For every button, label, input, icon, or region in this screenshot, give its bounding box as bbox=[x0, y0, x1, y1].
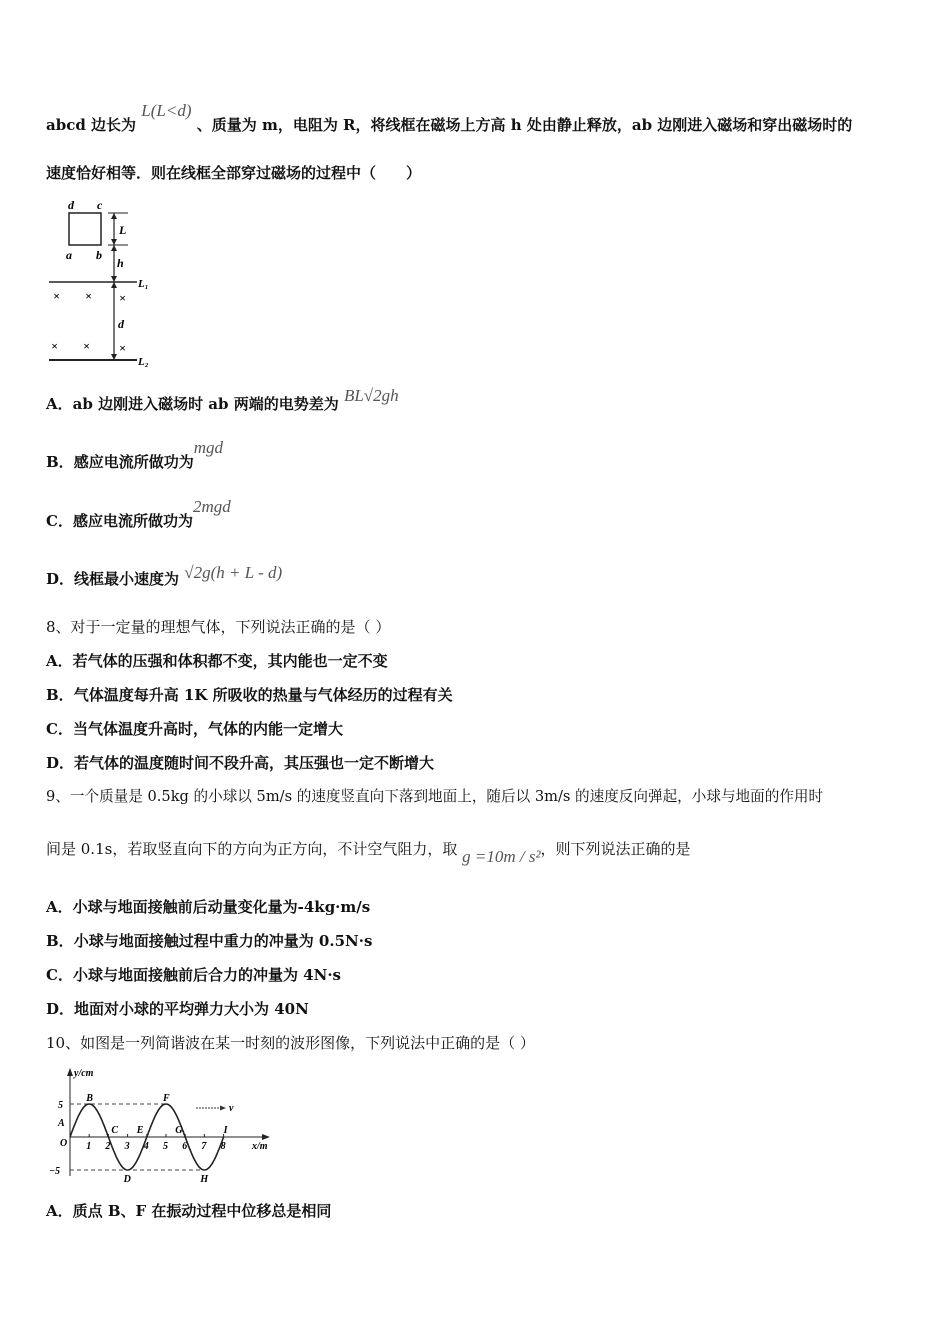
option-label: A． bbox=[46, 395, 73, 413]
y-tick: 5 bbox=[58, 1100, 63, 1111]
option-text: ab 边刚进入磁场时 ab 两端的电势差为 bbox=[72, 395, 339, 413]
option-label: C． bbox=[46, 720, 73, 738]
q7-stem-line1 bbox=[46, 101, 853, 135]
q7-option-a bbox=[46, 386, 399, 414]
option-text: 当气体温度升高时，气体的内能一定增大 bbox=[72, 720, 343, 738]
y-tick: −5 bbox=[49, 1166, 61, 1177]
q10-stem: 10、如图是一列简谐波在某一时刻的波形图像，下列说法中正确的是（ ） bbox=[46, 1034, 535, 1052]
wave-point-G: G bbox=[175, 1125, 183, 1136]
q10-option-a bbox=[46, 1201, 331, 1221]
option-math: mgd bbox=[193, 438, 223, 457]
q10-wave-graph bbox=[46, 1064, 276, 1184]
wave-point-B: B bbox=[86, 1093, 93, 1104]
origin-label: O bbox=[60, 1138, 68, 1149]
q9-text: ，则下列说法正确的是 bbox=[540, 840, 691, 858]
x-tick-label: 2 bbox=[105, 1141, 111, 1152]
q9-text: 间是 0.1s，若取竖直向下的方向为正方向，不计空气阻力，取 bbox=[46, 840, 458, 858]
wave-point-E: E bbox=[136, 1125, 144, 1136]
label-a: a bbox=[66, 248, 72, 262]
q7-option-c bbox=[46, 497, 231, 531]
q7-text: abcd 边长为 bbox=[46, 116, 137, 134]
label-c: c bbox=[97, 198, 103, 212]
option-text: 若气体的温度随时间不段升高，其压强也一定不断增大 bbox=[74, 754, 435, 772]
option-label: C． bbox=[46, 966, 73, 984]
option-text: 小球与地面接触前后动量变化量为-4kg·m/s bbox=[72, 898, 371, 916]
x-tick-label: 5 bbox=[163, 1141, 168, 1152]
option-text: 气体温度每升高 1K 所吸收的热量与气体经历的过程有关 bbox=[73, 686, 453, 704]
q7-text: 、质量为 m，电阻为 R，将线框在磁场上方高 h 处由静止释放，ab 边刚进入磁场和穿出磁场时的 bbox=[196, 116, 853, 134]
option-text: 线框最小速度为 bbox=[74, 570, 180, 588]
x-tick-label: 7 bbox=[201, 1141, 207, 1152]
velocity-label: v bbox=[229, 1103, 234, 1114]
option-math: √2g(h + L - d) bbox=[184, 563, 283, 582]
q9-option-a bbox=[46, 897, 370, 917]
q7-math-side-length: L(L<d) bbox=[141, 101, 192, 120]
wave-point-A: A bbox=[58, 1118, 65, 1129]
field-cross-icon: × bbox=[51, 339, 58, 353]
q8-option-b bbox=[46, 685, 453, 705]
option-label: B． bbox=[46, 686, 74, 704]
label-field-d: d bbox=[118, 317, 124, 331]
wave-point-I: I bbox=[223, 1125, 228, 1136]
label-L: L bbox=[119, 223, 127, 237]
option-text: 质点 B、F 在振动过程中位移总是相同 bbox=[72, 1202, 332, 1220]
option-label: B． bbox=[46, 932, 74, 950]
x-tick-label: 4 bbox=[143, 1141, 149, 1152]
option-text: 感应电流所做功为 bbox=[72, 512, 193, 530]
option-label: A． bbox=[46, 652, 73, 670]
wave-point-H: H bbox=[200, 1174, 209, 1184]
wave-point-F: F bbox=[163, 1093, 170, 1104]
option-text: 感应电流所做功为 bbox=[73, 453, 194, 471]
q9-math-gravity: g =10m / s² bbox=[462, 847, 541, 866]
option-label: B． bbox=[46, 453, 74, 471]
option-text: 小球与地面接触前后合力的冲量为 4N·s bbox=[72, 966, 341, 984]
field-cross-icon: × bbox=[83, 339, 90, 353]
x-tick-label: 3 bbox=[124, 1141, 130, 1152]
option-label: D． bbox=[46, 570, 75, 588]
q8-stem: 8、对于一定量的理想气体，下列说法正确的是（ ） bbox=[46, 618, 391, 636]
q7-figure-magnetic-field bbox=[44, 195, 164, 370]
q9-stem-line2 bbox=[46, 839, 691, 866]
option-math: 2mgd bbox=[192, 497, 231, 516]
q9-stem-line1: 9、一个质量是 0.5kg 的小球以 5m/s 的速度竖直向下落到地面上，随后以 3m/s 的速度反向弹起，小球与地面的作用时 bbox=[46, 788, 824, 805]
option-text: 若气体的压强和体积都不变，其内能也一定不变 bbox=[72, 652, 388, 670]
option-label: D． bbox=[46, 754, 75, 772]
option-text: 地面对小球的平均弹力大小为 40N bbox=[74, 1000, 309, 1018]
q8-option-a bbox=[46, 651, 388, 671]
y-axis-label: y/cm bbox=[74, 1068, 94, 1079]
q7-option-d bbox=[46, 563, 283, 589]
option-label: C． bbox=[46, 512, 73, 530]
field-cross-icon: × bbox=[119, 291, 126, 305]
option-label: D． bbox=[46, 1000, 75, 1018]
q7-option-b bbox=[46, 438, 223, 472]
x-tick-label: 8 bbox=[220, 1141, 226, 1152]
label-b: b bbox=[96, 248, 102, 262]
label-h: h bbox=[117, 256, 124, 270]
field-cross-icon: × bbox=[85, 289, 92, 303]
q7-stem-line2: 速度恰好相等．则在线框全部穿过磁场的过程中（ ） bbox=[46, 164, 422, 182]
q9-option-c bbox=[46, 965, 341, 985]
wave-point-D: D bbox=[123, 1174, 131, 1184]
q8-option-d bbox=[46, 753, 434, 773]
option-math: BL√2gh bbox=[343, 386, 399, 405]
q9-option-d bbox=[46, 999, 309, 1019]
q8-option-c bbox=[46, 719, 343, 739]
wave-point-C: C bbox=[111, 1125, 119, 1136]
label-d: d bbox=[68, 198, 74, 212]
label-L2: L₂ bbox=[138, 356, 149, 368]
q9-option-b bbox=[46, 931, 372, 951]
option-text: 小球与地面接触过程中重力的冲量为 0.5N·s bbox=[73, 932, 373, 950]
field-cross-icon: × bbox=[119, 341, 126, 355]
x-tick-label: 6 bbox=[182, 1141, 188, 1152]
label-L1: L₁ bbox=[138, 278, 149, 290]
field-cross-icon: × bbox=[53, 289, 60, 303]
option-label: A． bbox=[46, 898, 73, 916]
x-axis-label: x/m bbox=[252, 1141, 268, 1152]
option-label: A． bbox=[46, 1202, 73, 1220]
x-tick-label: 1 bbox=[86, 1141, 92, 1152]
